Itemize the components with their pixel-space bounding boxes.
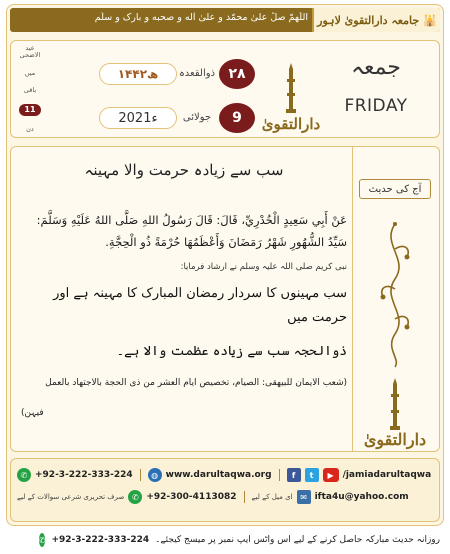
contact-row-2 bbox=[17, 489, 409, 505]
today-hadith-label: آج کی حدیث bbox=[359, 179, 431, 199]
hadith-arabic-line-2: سَيِّدُ الشُّهُورِ شَهْرُ رَمَضَانَ وَأَعْظَمُهَا حُرْمَةً ذُو الْحِجَّةِ. bbox=[105, 235, 347, 249]
eid-countdown bbox=[15, 45, 45, 133]
eid-label-in: میں bbox=[24, 68, 36, 77]
contact-row-1 bbox=[17, 467, 431, 483]
hadith-translation-line-2: ذوالحجہ سب سے زیادہ عظمت والا ہے۔ bbox=[116, 344, 347, 359]
twitter-icon[interactable]: t bbox=[305, 468, 319, 482]
days-left-badge: 11 bbox=[19, 104, 40, 115]
floral-ornament-icon bbox=[371, 219, 419, 369]
whatsapp-number[interactable]: +92-3-222-333-224 bbox=[35, 470, 133, 480]
facebook-icon[interactable]: f bbox=[287, 468, 301, 482]
gregorian-day: 9 bbox=[219, 103, 255, 133]
durood-text: اللّٰهمّ صلِّ علیٰ محمّد و علیٰ اٰله و صحبه و بارک و سلّم bbox=[94, 12, 308, 23]
brand-name: جامعہ دارالتقویٰ لاہور bbox=[317, 13, 420, 27]
panel-divider bbox=[352, 147, 354, 451]
social-handle[interactable]: /jamiadarultaqwa bbox=[342, 470, 432, 480]
hadith-title: سب سے زیادہ حرمت والا مہینہ bbox=[84, 161, 284, 179]
hadith-panel bbox=[10, 146, 440, 452]
day-name bbox=[321, 55, 431, 116]
brand-tab bbox=[312, 8, 440, 32]
hadith-reference-line-1: (شعب الایمان للبیهقی: الصیام، تخصیص ایام العشر من ذی الحجة بالاجتهاد بالعمل bbox=[45, 378, 347, 388]
minaret-icon bbox=[387, 378, 403, 430]
side-logo-text: دارالتقویٰ bbox=[363, 430, 427, 449]
hadith-narrator: نبی کریم صلی اللہ علیہ وسلم نے ارشاد فرمایا: bbox=[180, 262, 347, 272]
subscribe-line bbox=[38, 532, 440, 548]
whatsapp-icon: ✆ bbox=[128, 490, 142, 504]
hadith-content bbox=[21, 161, 347, 424]
side-logo bbox=[363, 373, 427, 449]
subscribe-number[interactable]: +92-3-222-333-224 bbox=[51, 535, 150, 545]
eid-label-days: دن bbox=[26, 124, 34, 133]
mail-icon: ✉ bbox=[297, 490, 311, 504]
fatwa-email[interactable]: ifta4u@yahoo.com bbox=[314, 492, 409, 502]
logo-text: دارالتقویٰ bbox=[261, 115, 321, 133]
gregorian-year: 2021ء bbox=[99, 107, 177, 129]
email-note: ای میل کے لیے bbox=[251, 493, 293, 501]
date-panel bbox=[10, 40, 440, 138]
fatwa-phone[interactable]: +92-300-4113082 bbox=[146, 492, 237, 502]
darultaqwa-logo bbox=[261, 49, 321, 133]
hijri-month: ذوالقعدہ bbox=[178, 68, 216, 79]
whatsapp-icon: ✆ bbox=[17, 468, 31, 482]
gregorian-month: جولائی bbox=[182, 112, 212, 123]
separator bbox=[279, 469, 280, 481]
hadith-translation-line-1: سب مہینوں کا سردار رمضان المبارک کا مہینہ ہے اور حرمت میں bbox=[53, 286, 347, 325]
day-name-urdu: جمعہ bbox=[351, 55, 401, 80]
whatsapp-icon: ✆ bbox=[39, 533, 46, 547]
written-questions-note: صرف تحریری شرعی سوالات کے لیے bbox=[17, 493, 125, 501]
eid-label-left: باقی bbox=[23, 86, 37, 95]
minaret-icon bbox=[284, 63, 298, 113]
separator bbox=[140, 469, 141, 481]
youtube-icon[interactable]: ▶ bbox=[323, 468, 339, 482]
hadith-reference-line-2: فیہن) bbox=[21, 408, 44, 418]
hijri-day: ۲۸ bbox=[219, 59, 255, 89]
mosque-icon: 🕌 bbox=[423, 13, 437, 27]
day-name-english: FRIDAY bbox=[344, 96, 408, 116]
eid-label: عید الاضحی bbox=[19, 44, 41, 60]
globe-icon: ◍ bbox=[148, 468, 162, 482]
contact-footer bbox=[10, 458, 440, 522]
hijri-year: ۱۴۴۲ھ bbox=[99, 63, 177, 85]
separator bbox=[244, 491, 245, 503]
top-banner bbox=[10, 8, 440, 32]
subscribe-text: روزانہ حدیث مبارکہ حاصل کرنے کے لیے اس واٹس ایپ نمبر پر میسج کیجئے۔ bbox=[155, 535, 440, 545]
website-link[interactable]: www.darultaqwa.org bbox=[165, 470, 272, 480]
hadith-arabic-line-1: عَنْ أَبِي سَعِيدٍ الْخُدْرِيِّ، قَالَ: قَالَ رَسُولُ اللهِ صَلَّى اللهُ عَلَيْهِ وَسَلَّمَ: bbox=[36, 213, 347, 227]
